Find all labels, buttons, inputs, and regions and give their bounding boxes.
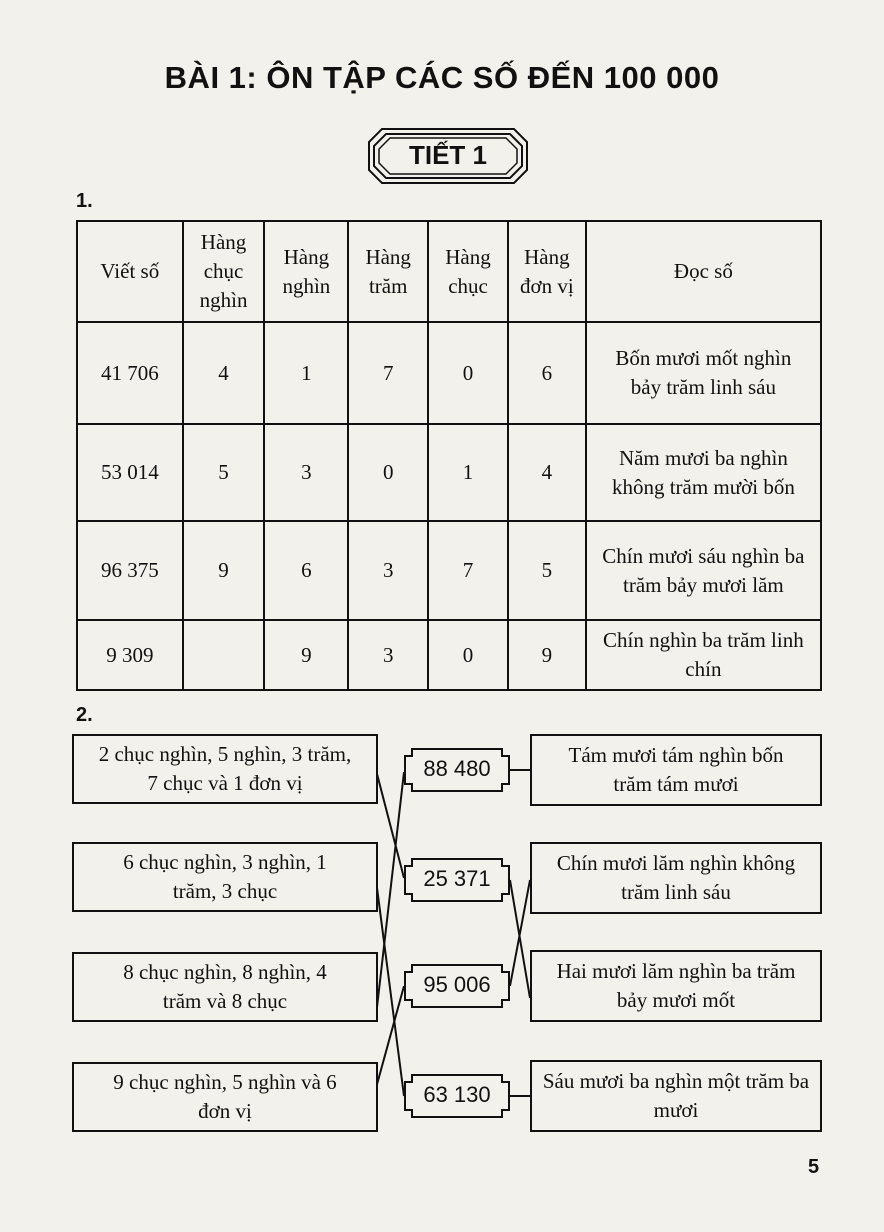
number-tag-value: 95 006 <box>423 972 491 997</box>
number-tag-value: 25 371 <box>423 866 491 891</box>
digit-cell: 3 <box>264 424 348 521</box>
left-expression-box[interactable] <box>72 1062 378 1132</box>
number-reading: Chín mươi sáu nghìn ba trăm bảy mươi lăm <box>586 521 821 620</box>
number-tag[interactable] <box>404 748 510 792</box>
written-number: 96 375 <box>77 521 183 620</box>
digit-cell: 1 <box>264 322 348 424</box>
header-cell: Hàng đơn vị <box>508 221 586 322</box>
header-cell: Hàng chục <box>428 221 508 322</box>
right-reading-box[interactable] <box>530 1060 822 1132</box>
period-label: TIẾT 1 <box>408 140 487 170</box>
right-reading-box[interactable] <box>530 950 822 1022</box>
header-cell: Hàng chục nghìn <box>183 221 265 322</box>
number-tag-value: 88 480 <box>423 756 491 781</box>
left-expression-box[interactable] <box>72 842 378 912</box>
digit-cell: 7 <box>348 322 428 424</box>
digit-cell: 9 <box>264 620 348 690</box>
right-reading-box[interactable] <box>530 734 822 806</box>
left-expression-text: 8 chục nghìn, 8 nghìn, 4 trăm và 8 chục <box>123 960 327 1013</box>
right-reading-text: Chín mươi lăm nghìn không trăm linh sáu <box>556 851 796 904</box>
right-reading-text: Sáu mươi ba nghìn một trăm ba mươi <box>542 1069 810 1122</box>
lesson-title: BÀI 1: ÔN TẬP CÁC SỐ ĐẾN 100 000 <box>164 60 720 95</box>
right-reading-text: Hai mươi lăm nghìn ba trăm bảy mươi mốt <box>556 959 796 1012</box>
left-expression-box[interactable] <box>72 952 378 1022</box>
header-cell: Hàng nghìn <box>264 221 348 322</box>
digit-cell: 0 <box>348 424 428 521</box>
number-tag-value: 63 130 <box>423 1082 491 1107</box>
digit-cell: 0 <box>428 620 508 690</box>
digit-cell: 4 <box>508 424 586 521</box>
header-cell: Hàng trăm <box>348 221 428 322</box>
written-number: 41 706 <box>77 322 183 424</box>
exercise-2-number: 2. <box>76 704 93 726</box>
digit-cell: 6 <box>508 322 586 424</box>
written-number: 53 014 <box>77 424 183 521</box>
number-reading: Bốn mươi mốt nghìn bảy trăm linh sáu <box>586 322 821 424</box>
digit-cell: 9 <box>508 620 586 690</box>
right-reading-box[interactable] <box>530 842 822 914</box>
header-cell: Đọc số <box>586 221 821 322</box>
digit-cell: 7 <box>428 521 508 620</box>
written-number: 9 309 <box>77 620 183 690</box>
number-reading: Năm mươi ba nghìn không trăm mười bốn <box>586 424 821 521</box>
digit-cell: 5 <box>508 521 586 620</box>
number-tag[interactable] <box>404 1074 510 1118</box>
left-expression-text: 2 chục nghìn, 5 nghìn, 3 trăm, 7 chục và 1 đơn vị <box>98 742 352 795</box>
header-cell: Viết số <box>77 221 183 322</box>
digit-cell: 9 <box>183 521 265 620</box>
page-number: 5 <box>808 1156 820 1178</box>
match-line <box>376 986 404 1088</box>
digit-cell: 3 <box>348 521 428 620</box>
digit-cell: 1 <box>428 424 508 521</box>
exercise-1-number: 1. <box>76 190 93 212</box>
digit-cell: 0 <box>428 322 508 424</box>
left-expression-box[interactable] <box>72 734 378 804</box>
digit-cell: 3 <box>348 620 428 690</box>
left-expression-text: 9 chục nghìn, 5 nghìn và 6 đơn vị <box>113 1070 337 1123</box>
number-reading: Chín nghìn ba trăm linh chín <box>586 620 821 690</box>
digit-cell: 5 <box>183 424 265 521</box>
number-tag[interactable] <box>404 858 510 902</box>
match-line <box>376 772 404 1016</box>
left-expression-text: 6 chục nghìn, 3 nghìn, 1 trăm, 3 chục <box>123 850 327 903</box>
number-tag[interactable] <box>404 964 510 1008</box>
digit-cell: 6 <box>264 521 348 620</box>
digit-cell: 4 <box>183 322 265 424</box>
match-line <box>376 770 404 878</box>
right-reading-text: Tám mươi tám nghìn bốn trăm tám mươi <box>568 743 784 796</box>
